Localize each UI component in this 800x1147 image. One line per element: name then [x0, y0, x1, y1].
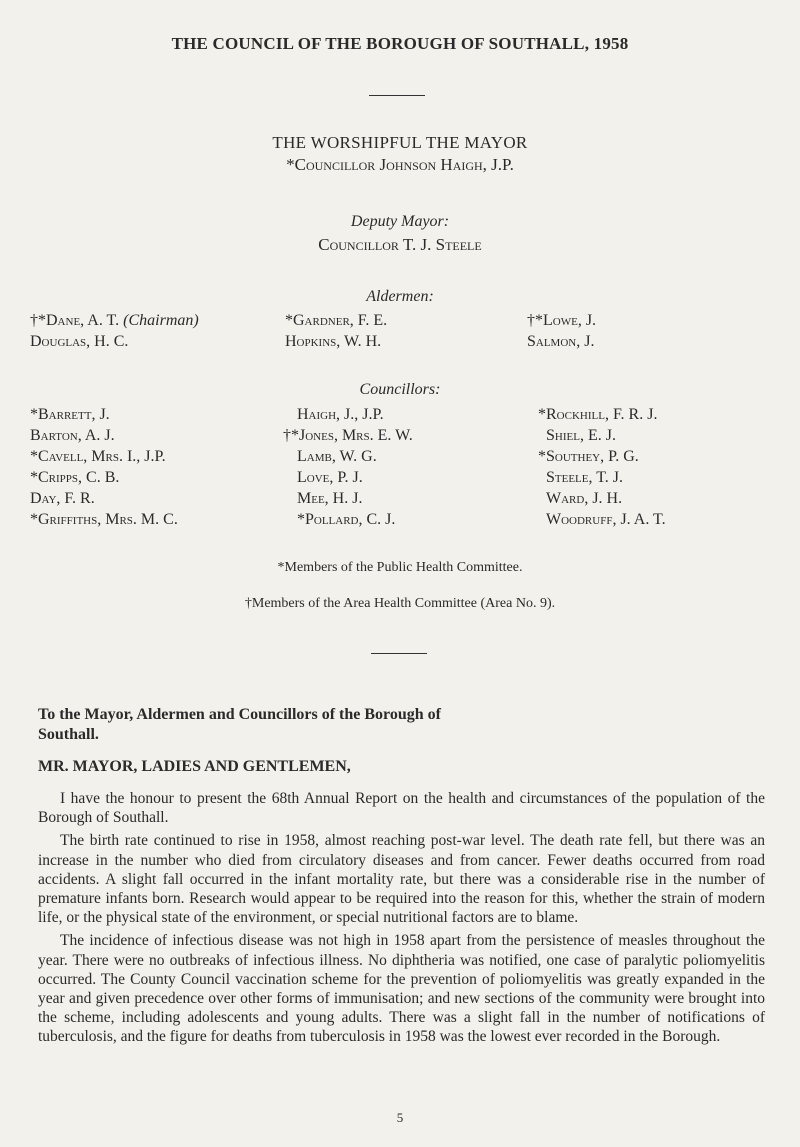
page-title: THE COUNCIL OF THE BOROUGH OF SOUTHALL, 1958: [171, 34, 629, 53]
councillor-name: *Pollard, C. J.: [297, 511, 396, 528]
councillors-label: Councillors:: [359, 381, 441, 398]
report-address: To the Mayor, Aldermen and Councillors of the Borough of Southall.: [38, 706, 441, 743]
councillor-name: Lamb, W. G.: [297, 448, 377, 465]
councillor-name: *Cripps, C. B.: [30, 469, 120, 486]
mayor-title: THE WORSHIPFUL THE MAYOR: [272, 133, 528, 152]
paragraph-birth-death-rates: The birth rate continued to rise in 1958, almost reaching post-war level. The death rate fell, but there was an increase in the number who died from circulatory diseases and from cancer. Fewer deaths occurred from road accidents. A slight fall occurred in the infant mortality rate, but there was a considerable rise in the number of premature infants born. Research would appear to be required into the reason for this, whether the strain of modern life, or the physical state of the environment, or special nutritional factors are to blame.: [38, 832, 765, 927]
councillor-name: *Southey, P. G.: [538, 448, 639, 465]
deputy-mayor-label: Deputy Mayor:: [350, 213, 450, 230]
divider-middle: [371, 653, 427, 654]
councillor-name: Love, P. J.: [297, 469, 363, 486]
alderman-name: †*Lowe, J.: [527, 312, 597, 329]
aldermen-label: Aldermen:: [366, 288, 434, 305]
councillor-name: *Griffiths, Mrs. M. C.: [30, 511, 178, 528]
councillors-column-2: [283, 404, 413, 530]
aldermen-column-2: [285, 310, 387, 352]
footnote-area-health: †Members of the Area Health Committee (Area No. 9).: [244, 596, 556, 611]
report-body: [38, 789, 765, 1051]
councillor-name: *Cavell, Mrs. I., J.P.: [30, 448, 166, 465]
councillor-name: Mee, H. J.: [297, 490, 363, 507]
councillor-name: *Rockhill, F. R. J.: [538, 406, 658, 423]
mayor-name: *Councillor Johnson Haigh, J.P.: [286, 155, 514, 174]
alderman-name: Douglas, H. C.: [30, 333, 129, 350]
councillor-name: Barton, A. J.: [30, 427, 115, 444]
aldermen-column-1: [30, 310, 199, 352]
salutation: MR. MAYOR, LADIES AND GENTLEMEN,: [38, 758, 351, 775]
aldermen-column-3: [527, 310, 596, 352]
alderman-name: Hopkins, W. H.: [285, 333, 382, 350]
councillor-name: †*Jones, Mrs. E. W.: [283, 427, 413, 444]
councillor-name: Steele, T. J.: [546, 469, 624, 486]
councillor-name: Ward, J. H.: [546, 490, 623, 507]
page-number: 5: [396, 1110, 404, 1125]
footnote-public-health: *Members of the Public Health Committee.: [277, 560, 523, 575]
councillor-name: Woodruff, J. A. T.: [546, 511, 666, 528]
councillor-name: Day, F. R.: [30, 490, 95, 507]
councillor-name: Shiel, E. J.: [546, 427, 616, 444]
councillors-column-3: [538, 404, 666, 530]
councillors-column-1: [30, 404, 178, 530]
alderman-name: Salmon, J.: [527, 333, 595, 350]
councillor-name: *Barrett, J.: [30, 406, 110, 423]
deputy-mayor-name: Councillor T. J. Steele: [318, 235, 482, 254]
alderman-dane: †*Dane, A. T. (Chairman): [30, 312, 199, 329]
divider-top: [369, 95, 425, 96]
councillor-name: Haigh, J., J.P.: [297, 406, 384, 423]
paragraph-intro: I have the honour to present the 68th Annual Report on the health and circumstances of the population of the Borough of Southall.: [38, 790, 765, 827]
paragraph-infectious-disease: The incidence of infectious disease was not high in 1958 apart from the persistence of measles throughout the year. There were no outbreaks of infectious illness. No diphtheria was notified, one case of paralytic poliomyelitis occurred. The County Council vaccination scheme for the prevention of poliomyelitis was greatly expanded in the year and given precedence over other forms of immunisation; and new sections of the community were brought into the scheme, including adolescents and young adults. There was a slight fall in the number of notifications of tuberculosis, and the figure for deaths from tuberculosis in 1958 was the lowest ever recorded in the Borough.: [38, 932, 765, 1046]
alderman-name: *Gardner, F. E.: [285, 312, 388, 329]
